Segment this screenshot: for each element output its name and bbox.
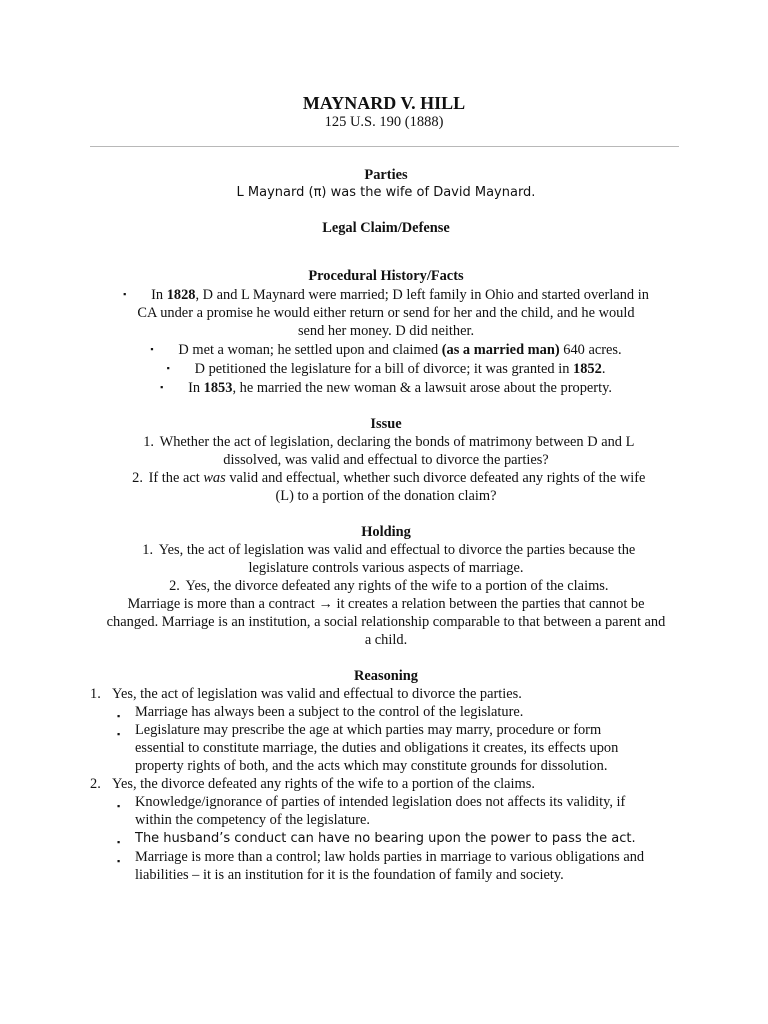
header-divider (90, 146, 679, 147)
holding-paragraph-cont: changed. Marriage is an institution, a social relationship comparable to that between a parent and (106, 614, 666, 630)
bullet-icon: ▪ (117, 837, 121, 847)
bullet-icon: ▪ (160, 382, 164, 392)
issue-item-cont: dissolved, was valid and effectual to divorce the parties? (223, 452, 549, 468)
fact-item: ▪ In 1828, D and L Maynard were married; D left family in Ohio and started overland in (123, 287, 649, 303)
case-title: MAYNARD V. HILL (302, 93, 466, 113)
reasoning-subitem-cont: essential to constitute marriage, the duties and obligations it creates, its effects upon (135, 740, 619, 756)
issue-item-cont: (L) to a portion of the donation claim? (275, 488, 497, 504)
holding-item-cont: legislature controls various aspects of marriage. (248, 560, 524, 576)
parties-text: L Maynard (π) was the wife of David Maynard. (236, 185, 536, 200)
holding-item: 2. Yes, the divorce defeated any rights of the wife to a portion of the claims. (169, 578, 609, 594)
fact-item: ▪ D met a woman; he settled upon and claimed (as a married man) 640 acres. (150, 342, 622, 358)
arrow-icon: → (318, 596, 333, 612)
fact-item-cont: send her money. D did neither. (297, 323, 475, 339)
reasoning-subitem-cont: within the competency of the legislature. (135, 812, 370, 828)
reasoning-subitem-cont: property rights of both, and the acts which may constitute grounds for dissolution. (135, 758, 608, 774)
facts-heading: Procedural History/Facts (308, 268, 464, 284)
bullet-icon: ▪ (117, 801, 121, 811)
fact-item-cont: CA under a promise he would either return or send for her and the child, and he would (137, 305, 635, 321)
bullet-icon: ▪ (117, 856, 121, 866)
reasoning-subitem: ▪ Legislature may prescribe the age at which parties may marry, procedure or form (90, 721, 682, 739)
claim-heading: Legal Claim/Defense (322, 220, 450, 236)
parties-heading: Parties (364, 167, 408, 183)
holding-paragraph-cont: a child. (364, 632, 408, 648)
fact-item: ▪ D petitioned the legislature for a bill of divorce; it was granted in 1852. (166, 361, 606, 377)
bullet-icon: ▪ (166, 363, 170, 373)
holding-heading: Holding (361, 524, 411, 540)
reasoning-item: 1. Yes, the act of legislation was valid and effectual to divorce the parties. (90, 686, 522, 702)
holding-item: 1. Yes, the act of legislation was valid and effectual to divorce the parties because the (142, 542, 636, 558)
issue-item: 1. Whether the act of legislation, declaring the bonds of matrimony between D and L (143, 434, 635, 450)
document-body (90, 166, 682, 884)
bullet-icon: ▪ (150, 344, 154, 354)
issue-heading: Issue (370, 416, 402, 432)
issue-item: 2. If the act was valid and effectual, whether such divorce defeated any rights of the wife (132, 470, 646, 486)
holding-paragraph: Marriage is more than a contract → it creates a relation between the parties that cannot be (127, 596, 645, 612)
reasoning-subitem: ▪ Marriage has always been a subject to the control of the legislature. (90, 703, 682, 721)
reasoning-subitem-cont: liabilities – it is an institution for it is the foundation of family and society. (135, 867, 564, 883)
case-citation: 125 U.S. 190 (1888) (324, 114, 444, 130)
bullet-icon: ▪ (117, 711, 121, 721)
reasoning-subitem: ▪ Marriage is more than a control; law holds parties in marriage to various obligations and (90, 848, 682, 866)
bullet-icon: ▪ (123, 289, 127, 299)
fact-item: ▪ In 1853, he married the new woman & a lawsuit arose about the property. (160, 380, 612, 396)
bullet-icon: ▪ (117, 729, 121, 739)
reasoning-subitem: ▪ Knowledge/ignorance of parties of intended legislation does not affects its validity, if (90, 793, 682, 811)
reasoning-subitem: ▪ The husband’s conduct can have no bearing upon the power to pass the act. (90, 829, 682, 848)
reasoning-item: 2. Yes, the divorce defeated any rights of the wife to a portion of the claims. (90, 776, 535, 792)
reasoning-heading: Reasoning (354, 668, 418, 684)
